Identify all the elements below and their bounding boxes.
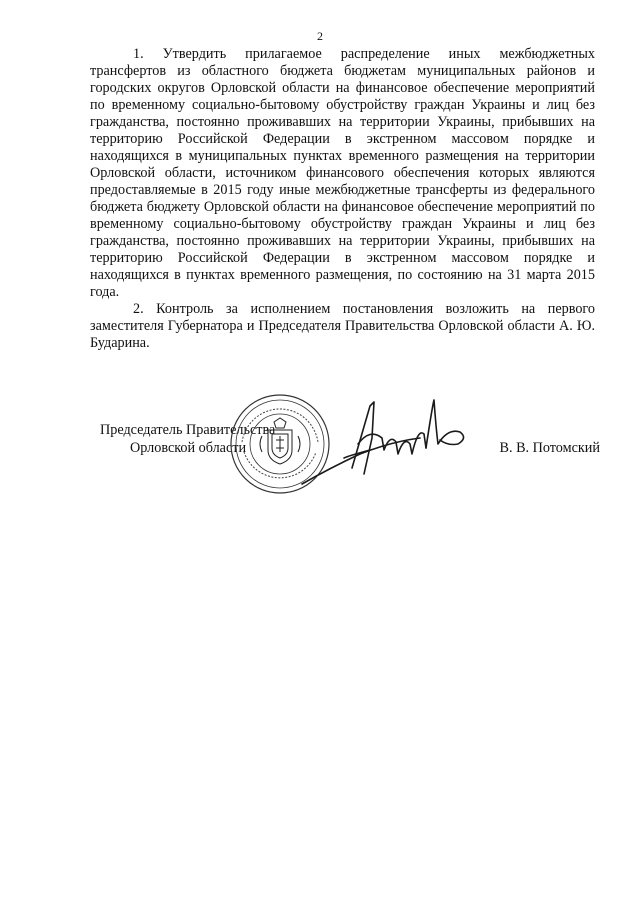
paragraph-1: 1. Утвердить прилагаемое распределение иных межбюджетных трансфертов из областного бюджета бюджетам муниципальных районов и городских округов Орловской области на финансовое обеспечение мероприятий по временному социально-бытовому обустройству граждан Украины и лиц без гражданства, постоянно проживавших на территории Украины, прибывших на территорию Российской Федерации в экстренном массовом порядке и находящихся в муниципальных пунктах временного размещения на территории Орловской области, источником финансового обеспечения которых являются предоставляемые в 2015 году иные межбюджетные трансферты из федерального бюджета бюджету Орловской области на финансовое обеспечение мероприятий по временному социально-бытовому обустройству граждан Украины и лиц без гражданства, постоянно проживавших на территории Украины, прибывших на территорию Российской Федерации в экстренном массовом порядке и находящихся в пунктах временного размещения, по состоянию на 31 марта 2015 года.	[90, 46, 595, 300]
paragraph-2: 2. Контроль за исполнением постановления возложить на первого заместителя Губернатора и Председателя Правительства Орловской области А. Ю. Бударина.	[90, 301, 595, 351]
signer-title-line-1: Председатель Правительства	[100, 422, 276, 438]
handwritten-signature	[300, 398, 470, 490]
signature-block	[0, 400, 640, 510]
page-number: 2	[317, 29, 323, 43]
signer-title-line-2: Орловской области	[130, 440, 247, 456]
document-body	[90, 46, 595, 352]
signer-name: В. В. Потомский	[499, 440, 600, 456]
